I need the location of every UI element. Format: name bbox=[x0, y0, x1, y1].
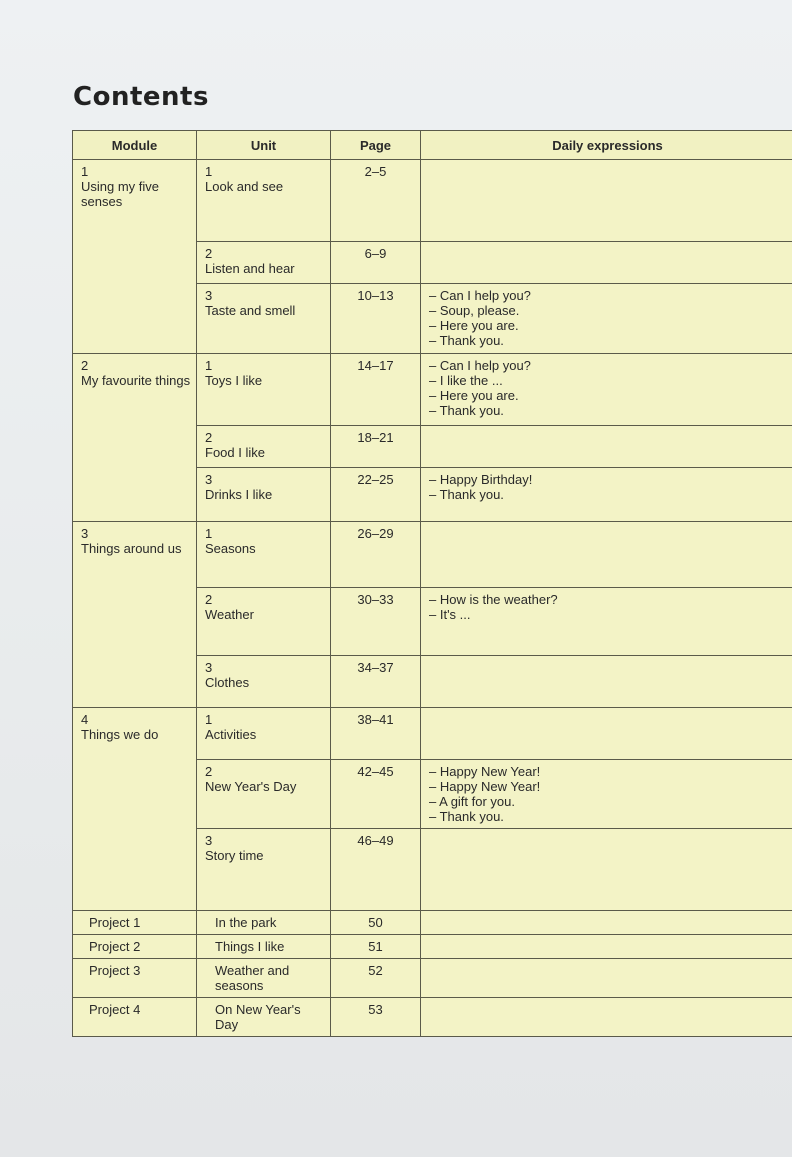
module-cell bbox=[73, 160, 197, 354]
unit-pages: 30–33 bbox=[331, 588, 421, 656]
project-unit: Weather and seasons bbox=[197, 959, 331, 998]
expression-line: – Can I help you? bbox=[429, 288, 531, 303]
unit-number: 2 bbox=[205, 592, 213, 607]
unit-pages: 46–49 bbox=[331, 829, 421, 911]
daily-expressions-cell bbox=[421, 829, 792, 911]
expression-line: – Happy New Year! bbox=[429, 779, 541, 794]
unit-name: Weather bbox=[205, 607, 254, 622]
daily-expressions-cell bbox=[421, 284, 792, 354]
table-row bbox=[73, 522, 792, 588]
project-row bbox=[73, 911, 792, 935]
unit-name: Activities bbox=[205, 727, 257, 742]
unit-pages: 14–17 bbox=[331, 354, 421, 426]
expression-line: – Can I help you? bbox=[429, 358, 531, 373]
project-expressions-cell bbox=[421, 998, 792, 1037]
unit-name: Drinks I like bbox=[205, 487, 273, 502]
module-cell bbox=[73, 522, 197, 708]
unit-number: 3 bbox=[205, 833, 213, 848]
table-row bbox=[73, 708, 792, 760]
expression-line: – Thank you. bbox=[429, 809, 504, 824]
project-name: Project 4 bbox=[73, 998, 197, 1037]
module-name: Using my five senses bbox=[81, 179, 160, 209]
unit-cell bbox=[197, 656, 331, 708]
daily-expressions-cell bbox=[421, 242, 792, 284]
unit-cell bbox=[197, 588, 331, 656]
module-name: Things around us bbox=[81, 541, 182, 556]
expression-line: – Here you are. bbox=[429, 388, 519, 403]
module-rows bbox=[73, 160, 792, 911]
unit-pages: 10–13 bbox=[331, 284, 421, 354]
header-page: Page bbox=[331, 131, 421, 160]
expression-line: – Happy Birthday! bbox=[429, 472, 533, 487]
unit-name: Listen and hear bbox=[205, 261, 295, 276]
unit-cell bbox=[197, 708, 331, 760]
unit-name: New Year's Day bbox=[205, 779, 297, 794]
project-row bbox=[73, 998, 792, 1037]
project-rows bbox=[73, 911, 792, 1037]
unit-name: Look and see bbox=[205, 179, 284, 194]
daily-expressions-cell bbox=[421, 426, 792, 468]
module-name: Things we do bbox=[81, 727, 159, 742]
expression-line: – It's ... bbox=[429, 607, 471, 622]
expression-line: – Here you are. bbox=[429, 318, 519, 333]
project-page: 52 bbox=[331, 959, 421, 998]
unit-name: Taste and smell bbox=[205, 303, 296, 318]
unit-cell bbox=[197, 426, 331, 468]
project-page: 53 bbox=[331, 998, 421, 1037]
unit-cell bbox=[197, 354, 331, 426]
header-module: Module bbox=[73, 131, 197, 160]
expression-line: – How is the weather? bbox=[429, 592, 558, 607]
page-title: Contents bbox=[73, 82, 209, 112]
unit-cell bbox=[197, 829, 331, 911]
expression-line: – Thank you. bbox=[429, 487, 504, 502]
table-row bbox=[73, 354, 792, 426]
daily-expressions-cell bbox=[421, 522, 792, 588]
unit-cell bbox=[197, 160, 331, 242]
project-expressions-cell bbox=[421, 935, 792, 959]
unit-cell bbox=[197, 760, 331, 829]
project-name: Project 1 bbox=[73, 911, 197, 935]
unit-name: Food I like bbox=[205, 445, 265, 460]
unit-pages: 22–25 bbox=[331, 468, 421, 522]
table-row bbox=[73, 160, 792, 242]
unit-pages: 34–37 bbox=[331, 656, 421, 708]
header-daily-expressions: Daily expressions bbox=[421, 131, 792, 160]
unit-number: 1 bbox=[205, 164, 213, 179]
project-page: 51 bbox=[331, 935, 421, 959]
module-cell bbox=[73, 354, 197, 522]
expression-line: – Thank you. bbox=[429, 333, 504, 348]
project-row bbox=[73, 935, 792, 959]
header-row bbox=[73, 131, 792, 160]
unit-number: 1 bbox=[205, 712, 213, 727]
unit-pages: 26–29 bbox=[331, 522, 421, 588]
module-number: 1 bbox=[81, 164, 89, 179]
unit-number: 2 bbox=[205, 246, 213, 261]
project-unit: Things I like bbox=[197, 935, 331, 959]
daily-expressions-cell bbox=[421, 588, 792, 656]
daily-expressions-cell bbox=[421, 656, 792, 708]
project-name: Project 3 bbox=[73, 959, 197, 998]
daily-expressions-cell bbox=[421, 708, 792, 760]
project-expressions-cell bbox=[421, 911, 792, 935]
expression-line: – I like the ... bbox=[429, 373, 503, 388]
daily-expressions-cell bbox=[421, 760, 792, 829]
unit-number: 2 bbox=[205, 430, 213, 445]
unit-number: 1 bbox=[205, 526, 213, 541]
module-number: 3 bbox=[81, 526, 89, 541]
project-page: 50 bbox=[331, 911, 421, 935]
unit-number: 1 bbox=[205, 358, 213, 373]
unit-cell bbox=[197, 284, 331, 354]
unit-name: Toys I like bbox=[205, 373, 263, 388]
unit-cell bbox=[197, 522, 331, 588]
header-unit: Unit bbox=[197, 131, 331, 160]
module-number: 4 bbox=[81, 712, 89, 727]
project-row bbox=[73, 959, 792, 998]
unit-name: Seasons bbox=[205, 541, 256, 556]
unit-cell bbox=[197, 242, 331, 284]
daily-expressions-cell bbox=[421, 160, 792, 242]
expression-line: – Happy New Year! bbox=[429, 764, 541, 779]
project-unit: In the park bbox=[197, 911, 331, 935]
unit-number: 3 bbox=[205, 472, 213, 487]
project-expressions-cell bbox=[421, 959, 792, 998]
project-unit: On New Year's Day bbox=[197, 998, 331, 1037]
module-name: My favourite things bbox=[81, 373, 191, 388]
expression-line: – Thank you. bbox=[429, 403, 504, 418]
expression-line: – Soup, please. bbox=[429, 303, 520, 318]
module-cell bbox=[73, 708, 197, 911]
contents-table bbox=[72, 130, 792, 1037]
unit-pages: 6–9 bbox=[331, 242, 421, 284]
daily-expressions-cell bbox=[421, 354, 792, 426]
unit-cell bbox=[197, 468, 331, 522]
unit-pages: 42–45 bbox=[331, 760, 421, 829]
unit-name: Clothes bbox=[205, 675, 250, 690]
unit-name: Story time bbox=[205, 848, 264, 863]
project-name: Project 2 bbox=[73, 935, 197, 959]
unit-pages: 2–5 bbox=[331, 160, 421, 242]
module-number: 2 bbox=[81, 358, 89, 373]
daily-expressions-cell bbox=[421, 468, 792, 522]
expression-line: – A gift for you. bbox=[429, 794, 515, 809]
unit-number: 2 bbox=[205, 764, 213, 779]
unit-number: 3 bbox=[205, 288, 213, 303]
unit-pages: 18–21 bbox=[331, 426, 421, 468]
unit-pages: 38–41 bbox=[331, 708, 421, 760]
unit-number: 3 bbox=[205, 660, 213, 675]
